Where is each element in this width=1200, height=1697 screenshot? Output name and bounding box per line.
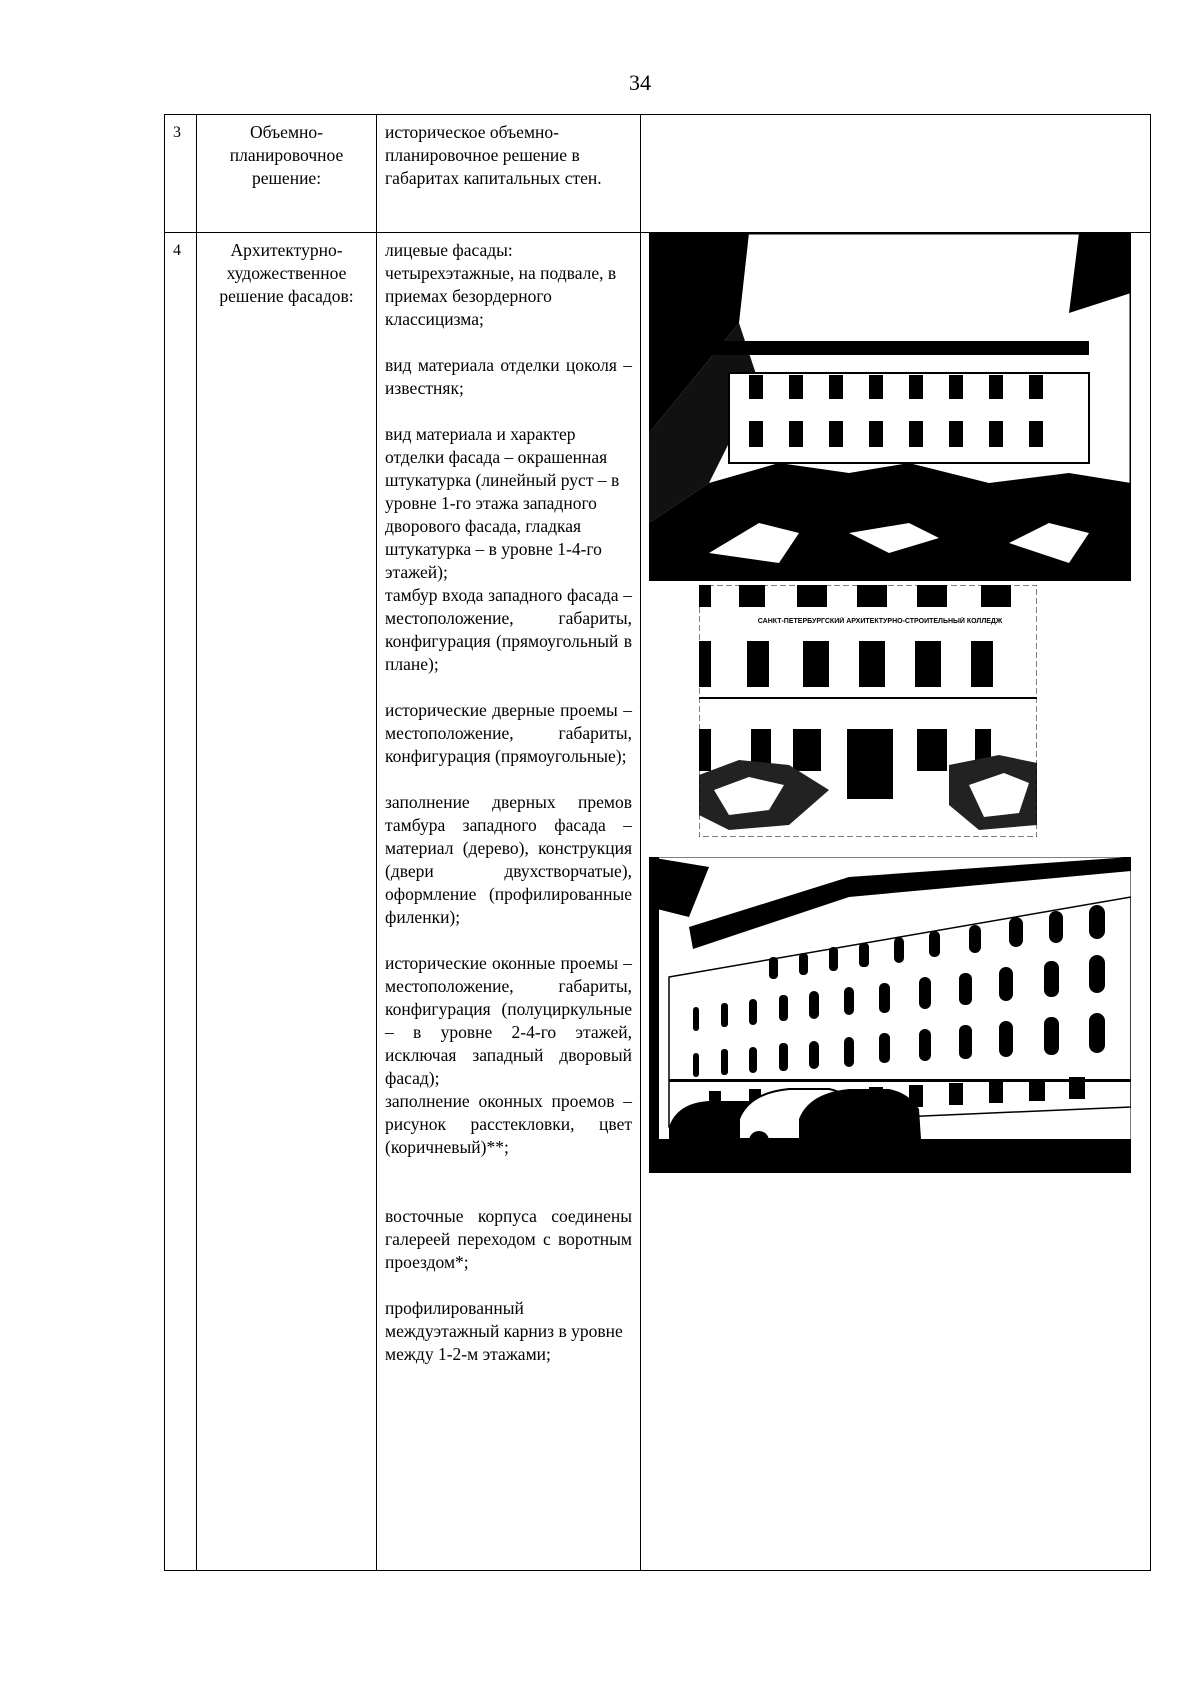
description-paragraph: заполнение оконных проемов – рисунок расстекловки, цвет (коричневый)**; bbox=[385, 1091, 632, 1157]
row-name: Объемно-планировочное решение: bbox=[197, 115, 377, 233]
page-number: 34 bbox=[629, 70, 651, 95]
description-paragraph: исторические дверные проемы – местоположение, габариты, конфигурация (прямоугольные); bbox=[385, 700, 632, 766]
row-photo-cell bbox=[641, 115, 1151, 233]
row-photo-cell bbox=[641, 233, 1151, 1571]
description-paragraph: историческое объемно-планировочное решение в габаритах капитальных стен. bbox=[385, 122, 602, 188]
description-paragraph: лицевые фасады: четырехэтажные, на подвале, в приемах безордерного классицизма; bbox=[385, 240, 617, 329]
description-paragraph: вид материала отделки цоколя – известняк; bbox=[385, 355, 632, 398]
row-description bbox=[377, 233, 641, 1571]
row-description bbox=[377, 115, 641, 233]
description-paragraph: тамбур входа западного фасада – местоположение, габариты, конфигурация (прямоугольный в плане); bbox=[385, 585, 632, 674]
row-number: 4 bbox=[165, 233, 197, 1571]
description-paragraph: восточные корпуса соединены галереей переходом с воротным проездом*; bbox=[385, 1206, 632, 1272]
description-paragraph: вид материала и характер отделки фасада – окрашенная штукатурка (линейный руст – в уровне 1-го этажа западного дворового фасада, гладкая штукатурка – в уровне 1-4-го этажей); bbox=[385, 424, 620, 582]
description-paragraph: профилированный междуэтажный карниз в уровне между 1-2-м этажами; bbox=[385, 1298, 623, 1364]
description-paragraph: исторические оконные проемы – местоположение, габариты, конфигурация (полуциркульные – в уровне 2-4-го этажей, исключая западный дворовый фасад); bbox=[385, 953, 632, 1088]
entrance-sign: САНКТ-ПЕТЕРБУРГСКИЙ АРХИТЕКТУРНО-СТРОИТЕЛЬНЫЙ КОЛЛЕДЖ bbox=[757, 618, 1003, 625]
table-row bbox=[165, 115, 1151, 233]
row-number: 3 bbox=[165, 115, 197, 233]
row-name: Архитектурно-художественное решение фасадов: bbox=[197, 233, 377, 1571]
protection-subject-table bbox=[164, 114, 1151, 1571]
courtyard-facade-photo bbox=[649, 233, 1131, 581]
street-facade-photo bbox=[649, 857, 1131, 1173]
description-paragraph: заполнение дверных премов тамбура западного фасада – материал (дерево), конструкция (двери двухстворчатые), оформление (профилированные филенки); bbox=[385, 792, 632, 927]
table-row bbox=[165, 233, 1151, 1571]
entrance-facade-photo bbox=[699, 585, 1037, 837]
